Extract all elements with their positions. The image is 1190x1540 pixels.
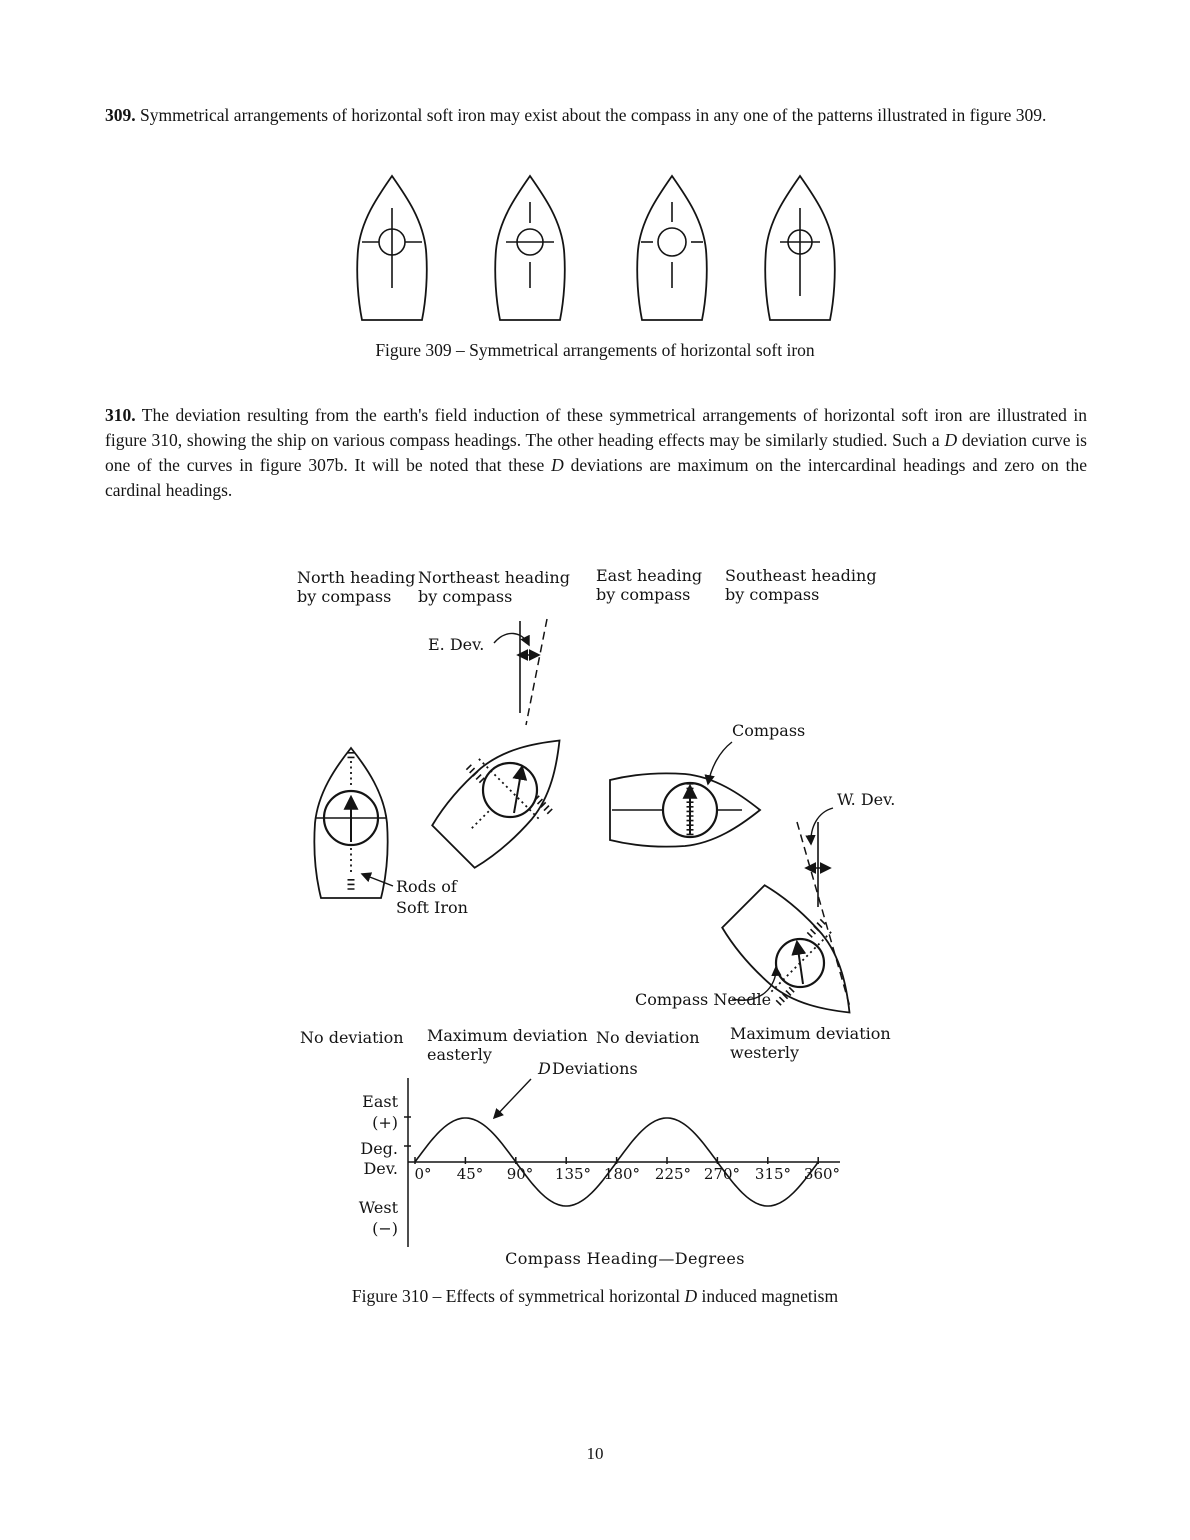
- d-deviations-label-rest: Deviations: [552, 1059, 638, 1078]
- deviation-result-3: No deviation: [596, 1028, 700, 1047]
- ship-southeast-heading: [711, 874, 882, 1045]
- e-dev-leader-arrow: [494, 633, 529, 645]
- x-tick-label-180: 180°: [603, 1165, 641, 1183]
- italic-d-1: D: [944, 430, 958, 450]
- compass-needle-callout: [635, 967, 776, 1009]
- west-deviation-construction: [797, 790, 895, 1007]
- ship-hull: [718, 881, 876, 1039]
- heading-northeast-line2: by compass: [418, 587, 513, 606]
- deviation-chart: [359, 1078, 840, 1268]
- deviation-result-4-line1: Maximum deviation: [730, 1024, 891, 1043]
- figure-310-caption-d: D: [684, 1286, 698, 1306]
- ship-heading-dashed-line: [797, 822, 850, 1007]
- paragraph-309: [105, 103, 1087, 128]
- y-label-dev: Dev.: [363, 1159, 398, 1178]
- x-tick-label-0: 0°: [414, 1165, 432, 1183]
- w-dev-leader-arrow: [811, 808, 833, 844]
- paragraph-310-number: 310.: [105, 405, 136, 425]
- x-tick-label-315: 315°: [754, 1165, 792, 1183]
- compass-circle: [658, 228, 686, 256]
- compass-label: Compass: [732, 721, 806, 740]
- rods-label-line1: Rods of: [396, 877, 457, 896]
- figure-310-drawing: [280, 555, 925, 1280]
- x-tick-label-360: 360°: [803, 1165, 841, 1183]
- column-headings: [297, 566, 877, 606]
- y-label-deg: Deg.: [360, 1139, 398, 1158]
- heading-east-line2: by compass: [596, 585, 691, 604]
- ship-hull: [428, 715, 586, 873]
- ship-hull: [495, 176, 565, 320]
- x-tick-label-270: 270°: [703, 1165, 741, 1183]
- paragraph-309-text: Symmetrical arrangements of horizontal soft iron may exist about the compass in any one of the patterns illustrated in figure 309.: [135, 105, 1047, 125]
- y-label-minus: (−): [372, 1219, 398, 1238]
- port-hatch: [808, 921, 824, 937]
- d-deviations-arrow: [494, 1079, 531, 1118]
- x-tick-labels: [414, 1165, 840, 1183]
- ship-heading-dashed-line: [526, 619, 547, 725]
- figure-310-caption-part2: induced magnetism: [697, 1286, 839, 1306]
- rods-label-line2: Soft Iron: [396, 898, 468, 917]
- rods-leader-arrow: [362, 874, 393, 886]
- east-deviation-construction: [428, 619, 547, 725]
- x-tick-label-90: 90°: [506, 1165, 534, 1183]
- heading-northeast-line1: Northeast heading: [418, 568, 570, 587]
- w-dev-label: W. Dev.: [837, 790, 896, 809]
- ship-pattern-3: [637, 176, 707, 320]
- y-label-east: East: [362, 1092, 398, 1111]
- ship-north-heading: [314, 748, 387, 898]
- y-axis-labels: [359, 1092, 399, 1238]
- ship-pattern-2: [495, 176, 565, 320]
- ship-northeast-heading: [421, 708, 592, 879]
- compass-needle-southeast: [797, 942, 803, 984]
- heading-southeast-line2: by compass: [725, 585, 820, 604]
- deviation-result-4-line2: westerly: [730, 1043, 800, 1062]
- paragraph-309-number: 309.: [105, 105, 136, 125]
- compass-needle-northeast: [514, 767, 522, 813]
- figure-309-caption: Figure 309 – Symmetrical arrangements of horizontal soft iron: [375, 340, 815, 360]
- figure-310-caption-part1: Figure 310 – Effects of symmetrical horizontal: [351, 1286, 685, 1306]
- compass-leader-arrow: [708, 742, 732, 784]
- paragraph-310-text-1: The deviation resulting from the earth's field induction of these symmetrical arrangements of horizontal soft iron are illustrated in figure 310, showing the ship on various compass headings. The other heading effects may be similarly studied. Such a: [105, 405, 1087, 450]
- paragraph-310-text-3: deviations are maximum on the intercardinal headings and zero on the cardinal headings.: [105, 455, 1087, 500]
- ship-east-heading: [610, 773, 760, 846]
- paragraph-310: [105, 403, 1087, 503]
- x-tick-label-225: 225°: [654, 1165, 692, 1183]
- heading-north-line2: by compass: [297, 587, 392, 606]
- y-label-west: West: [358, 1198, 398, 1217]
- x-axis-title: Compass Heading—Degrees: [505, 1249, 745, 1268]
- e-dev-label: E. Dev.: [428, 635, 485, 654]
- deviation-result-1: No deviation: [300, 1028, 404, 1047]
- deviation-result-2-line1: Maximum deviation: [427, 1026, 588, 1045]
- y-label-plus: (+): [372, 1113, 398, 1132]
- rods-of-soft-iron-callout: [362, 874, 468, 917]
- x-tick-label-135: 135°: [554, 1165, 592, 1183]
- deviation-result-2-line2: easterly: [427, 1045, 492, 1064]
- d-deviations-annotation: [494, 1059, 638, 1118]
- heading-southeast-line1: Southeast heading: [725, 566, 877, 585]
- page-number: 10: [586, 1444, 604, 1463]
- x-tick-label-45: 45°: [456, 1165, 484, 1183]
- deviation-result-row: [300, 1024, 891, 1064]
- ship-pattern-1: [357, 176, 427, 320]
- compass-needle-label: Compass Needle: [635, 990, 772, 1009]
- figure-309-drawing: [340, 168, 860, 330]
- ship-hull: [637, 176, 707, 320]
- port-hatch: [468, 767, 484, 783]
- aft-rod-dotted: [472, 811, 489, 828]
- heading-north-line1: North heading: [297, 568, 416, 587]
- heading-east-line1: East heading: [596, 566, 703, 585]
- d-deviations-label-d: D: [538, 1059, 551, 1078]
- paragraph-310-text-2: deviation curve is one of the curves in figure 307b. It will be noted that these: [105, 430, 1087, 475]
- figure-310-caption: [0, 1286, 1190, 1307]
- ship-pattern-4: [765, 176, 835, 320]
- italic-d-2: D: [551, 455, 564, 475]
- compass-callout: [708, 721, 805, 784]
